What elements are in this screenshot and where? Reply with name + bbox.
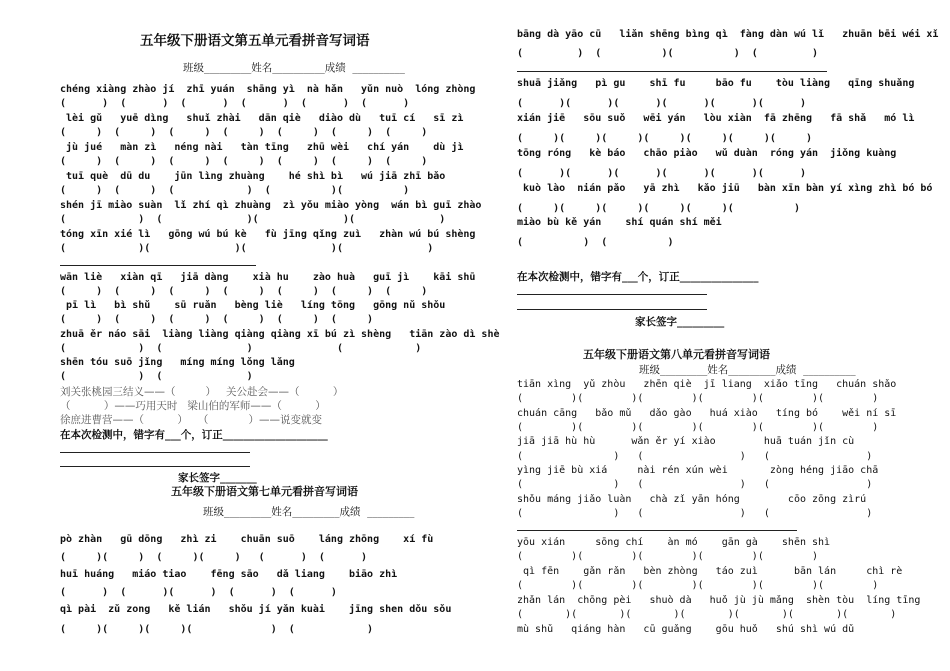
answer-blanks[interactable]: ( )( )( )( )( )( ) <box>517 393 879 404</box>
pinyin-line: shén jī miào suàn lǐ zhí qì zhuàng zì yǒu miào yòng wán bì guī zhào <box>60 200 482 211</box>
fill-blank-line[interactable]: 刘关张桃园三结义——（ ） 关公赴会——（ ） <box>60 386 344 398</box>
answer-blanks[interactable]: ( ) ( ) ( ) <box>517 508 873 519</box>
answer-blanks[interactable]: ( ) ( ) ( ) ( )( ) <box>60 185 410 196</box>
pinyin-line: tóng xīn xié lì gōng wú bú kè fù jīng qǐng zuì zhàn wú bú shèng <box>60 229 476 240</box>
pinyin-line: wān liè xiàn qī jiā dàng xià hu zào huà guī jì kāi shū <box>60 272 476 283</box>
divider <box>517 530 797 531</box>
answer-blanks[interactable]: ( )( )( )( )( )( )( ) <box>517 609 897 620</box>
answer-blanks[interactable]: ( )( )( )( )( )( ) <box>517 580 879 591</box>
unit5-check-line[interactable]: 在本次检测中，错字有___个，订正____________________ <box>60 429 328 441</box>
fill-blank-line[interactable]: 徐庶进曹营——（ ） （ ）——说变就变 <box>60 414 322 426</box>
pinyin-line: chuán cāng bǎo mǔ dǎo gào huá xiào tíng bó wěi ní sī <box>517 408 897 419</box>
pinyin-line: shuā jiǎng pì gu shī fu bāo fu tòu liàng qīng shuǎng <box>517 78 915 89</box>
answer-blanks[interactable]: ( )( )( )( )( )( ) <box>517 203 800 214</box>
correction-line <box>60 452 250 453</box>
pinyin-line: yōu xián sōng chí àn mó gān gà shēn shì <box>517 537 831 548</box>
answer-blanks[interactable]: ( ) ( ) ( ) ( ) ( ) ( ) ( ) <box>60 286 428 297</box>
answer-blanks[interactable]: ( )( )( )( ) <box>60 243 434 254</box>
answer-blanks[interactable]: ( )( )( )( )( ) <box>517 551 819 562</box>
pinyin-line: bāng dà yāo cū liǎn shēng bìng qì fàng dàn wú lǐ zhuān bēi wéi xǐ <box>517 29 939 40</box>
answer-blanks[interactable]: ( ) ( ) <box>517 237 674 248</box>
unit7-title: 五年级下册语文第七单元看拼音写词语 <box>171 485 358 498</box>
pinyin-line: qì pài zǔ zong kě lián shǒu jí yǎn kuài jīng shen dǒu sǒu <box>60 604 452 615</box>
pinyin-line: chéng xiàng zhào jí zhī yuán shāng yì nà hǎn yǔn nuò lóng zhòng <box>60 84 476 95</box>
pinyin-line: zhǎn lán chōng pèi shuò dà huǒ jù jù mǎng shèn tòu líng tīng <box>517 595 921 606</box>
answer-blanks[interactable]: ( )( )( )( )( )( ) <box>517 98 806 109</box>
pinyin-line: mù shǔ qiáng hàn cū guǎng gōu huǒ shú shì wú dǔ <box>517 624 855 635</box>
correction-line <box>517 309 707 310</box>
answer-blanks[interactable]: ( )( ) ( )( ) ( ) ( ) <box>60 552 368 563</box>
answer-blanks[interactable]: ( ) ( )( ) ( ) <box>517 48 819 59</box>
answer-blanks[interactable]: ( ) ( ) ( ) ( ) ( ) ( ) ( ) <box>60 156 428 167</box>
pinyin-line: shēn tóu suō jǐng míng míng lǒng lǎng <box>60 357 295 368</box>
answer-blanks[interactable]: ( )( )( )( ) ( ) <box>60 624 374 635</box>
pinyin-line: shǒu máng jiǎo luàn chà zǐ yān hóng cōo zōng zìrú <box>517 494 867 505</box>
unit5-title: 五年级下册语文第五单元看拼音写词语 <box>140 33 370 49</box>
answer-blanks[interactable]: ( )( )( )( )( )( ) <box>517 168 806 179</box>
divider <box>60 265 256 266</box>
unit8-student-info: 班级_________姓名_________成绩 __________ <box>639 364 856 376</box>
pinyin-line: tiān xìng yǔ zhòu zhēn qiè jī liang xiǎo tīng chuán shǎo <box>517 379 897 390</box>
pinyin-line: lèi gǔ yuē dìng shuǐ zhài dān qiè diào dù tuī cí sī zì <box>60 113 464 124</box>
answer-blanks[interactable]: ( )( )( )( )( )( ) <box>517 422 879 433</box>
pinyin-line: kuò lào nián pǎo yā zhì kǎo jiū bàn xīn bàn yí xìng zhì bó bó <box>517 183 933 194</box>
unit7-student-info: 班级_________姓名_________成绩 _________ <box>203 506 415 518</box>
fill-blank-line[interactable]: （ ）——巧用天时 梁山伯的军师——（ ） <box>60 400 326 412</box>
pinyin-line: qì fēn gǎn rǎn bèn zhòng táo zuì bān lán chì rè <box>517 566 903 577</box>
pinyin-line: jù jué màn zì néng nài tàn tīng zhū wèi chí yán dù jì <box>60 142 464 153</box>
answer-blanks[interactable]: ( ) ( )( ) ( ) ( ) <box>60 587 337 598</box>
answer-blanks[interactable]: ( ) ( ) ( ) ( ) ( ) ( ) <box>60 98 410 109</box>
correction-line <box>60 466 250 467</box>
unit5-student-info: 班级_________姓名__________成绩 __________ <box>183 62 405 74</box>
pinyin-line: yìng jiē bù xiá nài rén xún wèi zòng héng jiāo chā <box>517 465 879 476</box>
unit7-parent-signature[interactable]: 家长签字_________ <box>635 316 725 328</box>
unit5-parent-signature[interactable]: 家长签字_______ <box>178 472 257 484</box>
pinyin-line: xián jiē sōu suǒ wēi yán lòu xiàn fā zhēng fā shǎ mó lì <box>517 113 915 124</box>
correction-line <box>517 294 707 295</box>
answer-blanks[interactable]: ( ) ( ) <box>60 371 253 382</box>
answer-blanks[interactable]: ( ) ( ) ( ) <box>517 451 873 462</box>
pinyin-line: tōng róng kè báo chāo piào wǔ duàn róng yán jiǒng kuàng <box>517 148 897 159</box>
pinyin-line: miào bù kě yán shí quán shí měi <box>517 217 722 228</box>
answer-blanks[interactable]: ( ) ( )( )( ) <box>60 214 446 225</box>
answer-blanks[interactable]: ( ) ( ) ( ) ( ) ( ) ( ) <box>60 314 374 325</box>
pinyin-line: pò zhàn gū dōng zhì zi chuān suō láng zhōng xí fù <box>60 534 434 545</box>
divider <box>517 71 827 72</box>
unit7-check-line[interactable]: 在本次检测中，错字有___个，订正_______________ <box>517 271 759 283</box>
pinyin-line: tuī què dū du jūn lìng zhuàng hé shì bì wú jiā zhī bǎo <box>60 171 446 182</box>
unit8-title: 五年级下册语文第八单元看拼音写词语 <box>583 348 770 361</box>
answer-blanks[interactable]: ( ) ( ) ( ) <box>60 343 422 354</box>
pinyin-line: zhuā ěr náo sāi liàng liàng qiàng qiàng xī bú zì shèng tiān zào dì shè <box>60 329 500 340</box>
pinyin-line: pī lì bì shǔ sū ruǎn bèng liè líng tōng gōng nǔ shǒu <box>60 300 446 311</box>
pinyin-line: huī huáng miáo tiao fēng sāo dǎ liang biāo zhì <box>60 569 398 580</box>
answer-blanks[interactable]: ( ) ( ) ( ) ( ) ( ) ( ) ( ) <box>60 127 428 138</box>
pinyin-line: jiā jiā hù hù wǎn ěr yí xiào huā tuán jǐn cù <box>517 436 855 447</box>
answer-blanks[interactable]: ( )( )( )( )( )( )( ) <box>517 133 813 144</box>
answer-blanks[interactable]: ( ) ( ) ( ) <box>517 479 873 490</box>
